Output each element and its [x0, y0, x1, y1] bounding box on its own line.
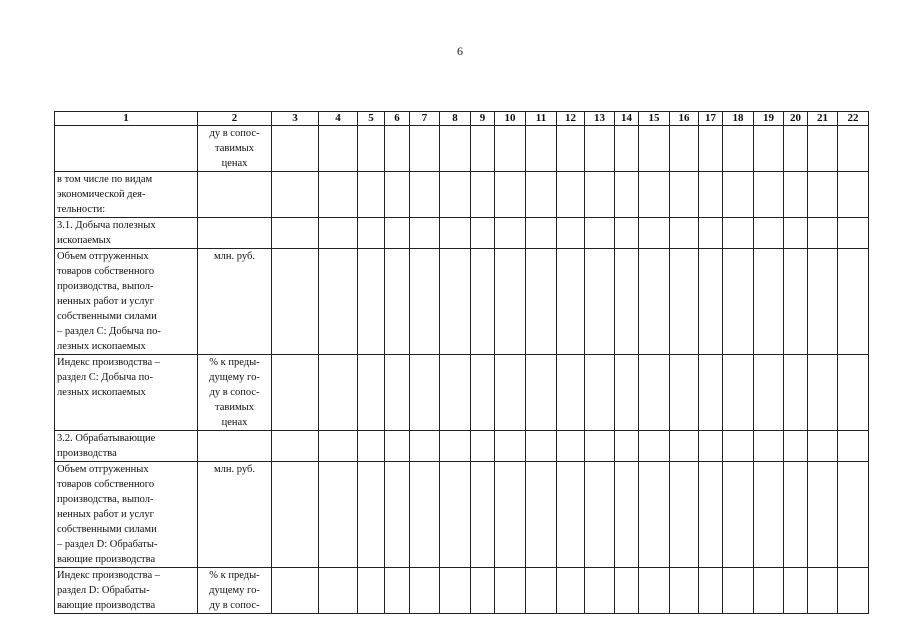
column-header: 16 [670, 112, 699, 126]
value-cell [723, 355, 754, 431]
value-cell [319, 431, 358, 462]
value-cell [723, 249, 754, 355]
value-cell [723, 462, 754, 568]
value-cell [358, 218, 385, 249]
value-cell [272, 249, 319, 355]
value-cell [808, 568, 838, 614]
value-cell [495, 431, 526, 462]
value-cell [615, 126, 639, 172]
value-cell [471, 249, 495, 355]
value-cell [784, 431, 808, 462]
value-cell [808, 218, 838, 249]
value-cell [784, 126, 808, 172]
value-cell [319, 568, 358, 614]
value-cell [838, 172, 869, 218]
value-cell [699, 126, 723, 172]
value-cell [838, 355, 869, 431]
column-header: 15 [639, 112, 670, 126]
value-cell [526, 568, 557, 614]
value-cell [319, 355, 358, 431]
column-header: 9 [471, 112, 495, 126]
value-cell [615, 218, 639, 249]
value-cell [410, 462, 440, 568]
table-row [55, 172, 869, 218]
value-cell [440, 355, 471, 431]
value-cell [471, 568, 495, 614]
value-cell [670, 431, 699, 462]
value-cell [699, 431, 723, 462]
value-cell [723, 126, 754, 172]
value-cell [699, 462, 723, 568]
value-cell [495, 355, 526, 431]
value-cell [784, 172, 808, 218]
value-cell [526, 249, 557, 355]
value-cell [358, 568, 385, 614]
value-cell [495, 126, 526, 172]
value-cell [358, 249, 385, 355]
column-header: 1 [55, 112, 198, 126]
value-cell [471, 218, 495, 249]
indicator-name-cell: в том числе по видам экономической дея- тельности: [55, 172, 198, 218]
column-header: 12 [557, 112, 585, 126]
value-cell [319, 462, 358, 568]
value-cell [471, 462, 495, 568]
column-header: 7 [410, 112, 440, 126]
column-header: 17 [699, 112, 723, 126]
value-cell [808, 431, 838, 462]
value-cell [585, 249, 615, 355]
column-header: 21 [808, 112, 838, 126]
value-cell [471, 172, 495, 218]
table-row [55, 568, 869, 614]
value-cell [808, 126, 838, 172]
value-cell [585, 568, 615, 614]
page-number: 6 [457, 44, 463, 58]
column-header: 11 [526, 112, 557, 126]
column-header: 20 [784, 112, 808, 126]
value-cell [272, 355, 319, 431]
value-cell [838, 126, 869, 172]
unit-cell: млн. руб. [198, 249, 272, 355]
value-cell [319, 172, 358, 218]
unit-cell [198, 218, 272, 249]
value-cell [699, 172, 723, 218]
value-cell [471, 431, 495, 462]
value-cell [723, 172, 754, 218]
value-cell [410, 568, 440, 614]
value-cell [639, 568, 670, 614]
value-cell [385, 172, 410, 218]
value-cell [639, 126, 670, 172]
value-cell [670, 355, 699, 431]
value-cell [272, 126, 319, 172]
value-cell [557, 218, 585, 249]
value-cell [557, 355, 585, 431]
value-cell [471, 355, 495, 431]
value-cell [615, 568, 639, 614]
value-cell [385, 568, 410, 614]
value-cell [557, 431, 585, 462]
value-cell [495, 172, 526, 218]
value-cell [319, 126, 358, 172]
value-cell [670, 568, 699, 614]
value-cell [410, 355, 440, 431]
unit-cell: % к преды- дущему го- ду в сопос- тавимых ценах [198, 355, 272, 431]
value-cell [838, 462, 869, 568]
value-cell [526, 431, 557, 462]
indicator-name-cell: Индекс производства – раздел D: Обрабаты- вающие производства [55, 568, 198, 614]
value-cell [385, 355, 410, 431]
value-cell [410, 126, 440, 172]
value-cell [272, 172, 319, 218]
value-cell [699, 568, 723, 614]
value-cell [723, 431, 754, 462]
column-header: 5 [358, 112, 385, 126]
value-cell [723, 568, 754, 614]
value-cell [272, 462, 319, 568]
value-cell [754, 568, 784, 614]
value-cell [385, 126, 410, 172]
column-header: 14 [615, 112, 639, 126]
value-cell [639, 172, 670, 218]
column-header: 10 [495, 112, 526, 126]
column-header: 2 [198, 112, 272, 126]
value-cell [526, 218, 557, 249]
indicator-name-cell: 3.1. Добыча полезных ископаемых [55, 218, 198, 249]
table-row [55, 218, 869, 249]
table-row [55, 249, 869, 355]
value-cell [585, 218, 615, 249]
value-cell [670, 249, 699, 355]
value-cell [784, 462, 808, 568]
value-cell [838, 568, 869, 614]
value-cell [754, 218, 784, 249]
value-cell [639, 218, 670, 249]
value-cell [385, 218, 410, 249]
value-cell [639, 431, 670, 462]
value-cell [557, 172, 585, 218]
value-cell [639, 462, 670, 568]
header-row [55, 112, 869, 126]
value-cell [699, 249, 723, 355]
value-cell [754, 431, 784, 462]
value-cell [440, 218, 471, 249]
value-cell [358, 431, 385, 462]
value-cell [615, 172, 639, 218]
value-cell [557, 249, 585, 355]
value-cell [784, 249, 808, 355]
value-cell [440, 249, 471, 355]
unit-cell [198, 172, 272, 218]
value-cell [699, 218, 723, 249]
indicator-name-cell: Объем отгруженных товаров собственного производства, выпол- ненных работ и услуг собственными силами – раздел D: Обрабаты- вающие производства [55, 462, 198, 568]
value-cell [385, 249, 410, 355]
value-cell [670, 126, 699, 172]
value-cell [838, 218, 869, 249]
unit-cell: % к преды- дущему го- ду в сопос- [198, 568, 272, 614]
indicator-name-cell [55, 126, 198, 172]
value-cell [440, 462, 471, 568]
value-cell [784, 355, 808, 431]
indicator-name-cell: 3.2. Обрабатывающие производства [55, 431, 198, 462]
value-cell [526, 126, 557, 172]
value-cell [319, 218, 358, 249]
value-cell [557, 568, 585, 614]
value-cell [272, 218, 319, 249]
value-cell [808, 462, 838, 568]
value-cell [784, 568, 808, 614]
value-cell [754, 355, 784, 431]
table-row [55, 355, 869, 431]
indicator-name-cell: Объем отгруженных товаров собственного производства, выпол- ненных работ и услуг собственными силами – раздел C: Добыча по- лезных ископаемых [55, 249, 198, 355]
value-cell [495, 462, 526, 568]
table-row [55, 462, 869, 568]
value-cell [615, 462, 639, 568]
unit-cell [198, 431, 272, 462]
value-cell [272, 568, 319, 614]
table-row [55, 431, 869, 462]
value-cell [495, 249, 526, 355]
value-cell [440, 568, 471, 614]
value-cell [585, 462, 615, 568]
value-cell [410, 218, 440, 249]
indicator-name-cell: Индекс производства – раздел C: Добыча по- лезных ископаемых [55, 355, 198, 431]
value-cell [585, 126, 615, 172]
value-cell [615, 249, 639, 355]
value-cell [784, 218, 808, 249]
value-cell [754, 249, 784, 355]
column-header: 4 [319, 112, 358, 126]
value-cell [526, 355, 557, 431]
value-cell [410, 249, 440, 355]
value-cell [699, 355, 723, 431]
value-cell [495, 218, 526, 249]
value-cell [410, 172, 440, 218]
value-cell [639, 355, 670, 431]
value-cell [670, 218, 699, 249]
value-cell [358, 355, 385, 431]
value-cell [385, 462, 410, 568]
value-cell [526, 462, 557, 568]
value-cell [557, 462, 585, 568]
value-cell [808, 172, 838, 218]
value-cell [670, 462, 699, 568]
value-cell [670, 172, 699, 218]
value-cell [754, 172, 784, 218]
value-cell [410, 431, 440, 462]
column-header: 8 [440, 112, 471, 126]
value-cell [808, 249, 838, 355]
value-cell [585, 355, 615, 431]
value-cell [615, 431, 639, 462]
value-cell [557, 126, 585, 172]
value-cell [471, 126, 495, 172]
value-cell [808, 355, 838, 431]
value-cell [385, 431, 410, 462]
value-cell [754, 462, 784, 568]
column-header: 3 [272, 112, 319, 126]
value-cell [585, 172, 615, 218]
value-cell [723, 218, 754, 249]
column-header: 6 [385, 112, 410, 126]
value-cell [358, 126, 385, 172]
value-cell [319, 249, 358, 355]
unit-cell: млн. руб. [198, 462, 272, 568]
value-cell [838, 431, 869, 462]
value-cell [358, 172, 385, 218]
value-cell [639, 249, 670, 355]
column-header: 22 [838, 112, 869, 126]
column-header: 13 [585, 112, 615, 126]
value-cell [526, 172, 557, 218]
value-cell [272, 431, 319, 462]
value-cell [358, 462, 385, 568]
value-cell [754, 126, 784, 172]
value-cell [440, 172, 471, 218]
statistics-table [54, 111, 869, 614]
value-cell [615, 355, 639, 431]
column-header: 18 [723, 112, 754, 126]
column-header: 19 [754, 112, 784, 126]
table-row [55, 126, 869, 172]
value-cell [440, 126, 471, 172]
value-cell [495, 568, 526, 614]
unit-cell: ду в сопос- тавимых ценах [198, 126, 272, 172]
value-cell [585, 431, 615, 462]
value-cell [838, 249, 869, 355]
value-cell [440, 431, 471, 462]
